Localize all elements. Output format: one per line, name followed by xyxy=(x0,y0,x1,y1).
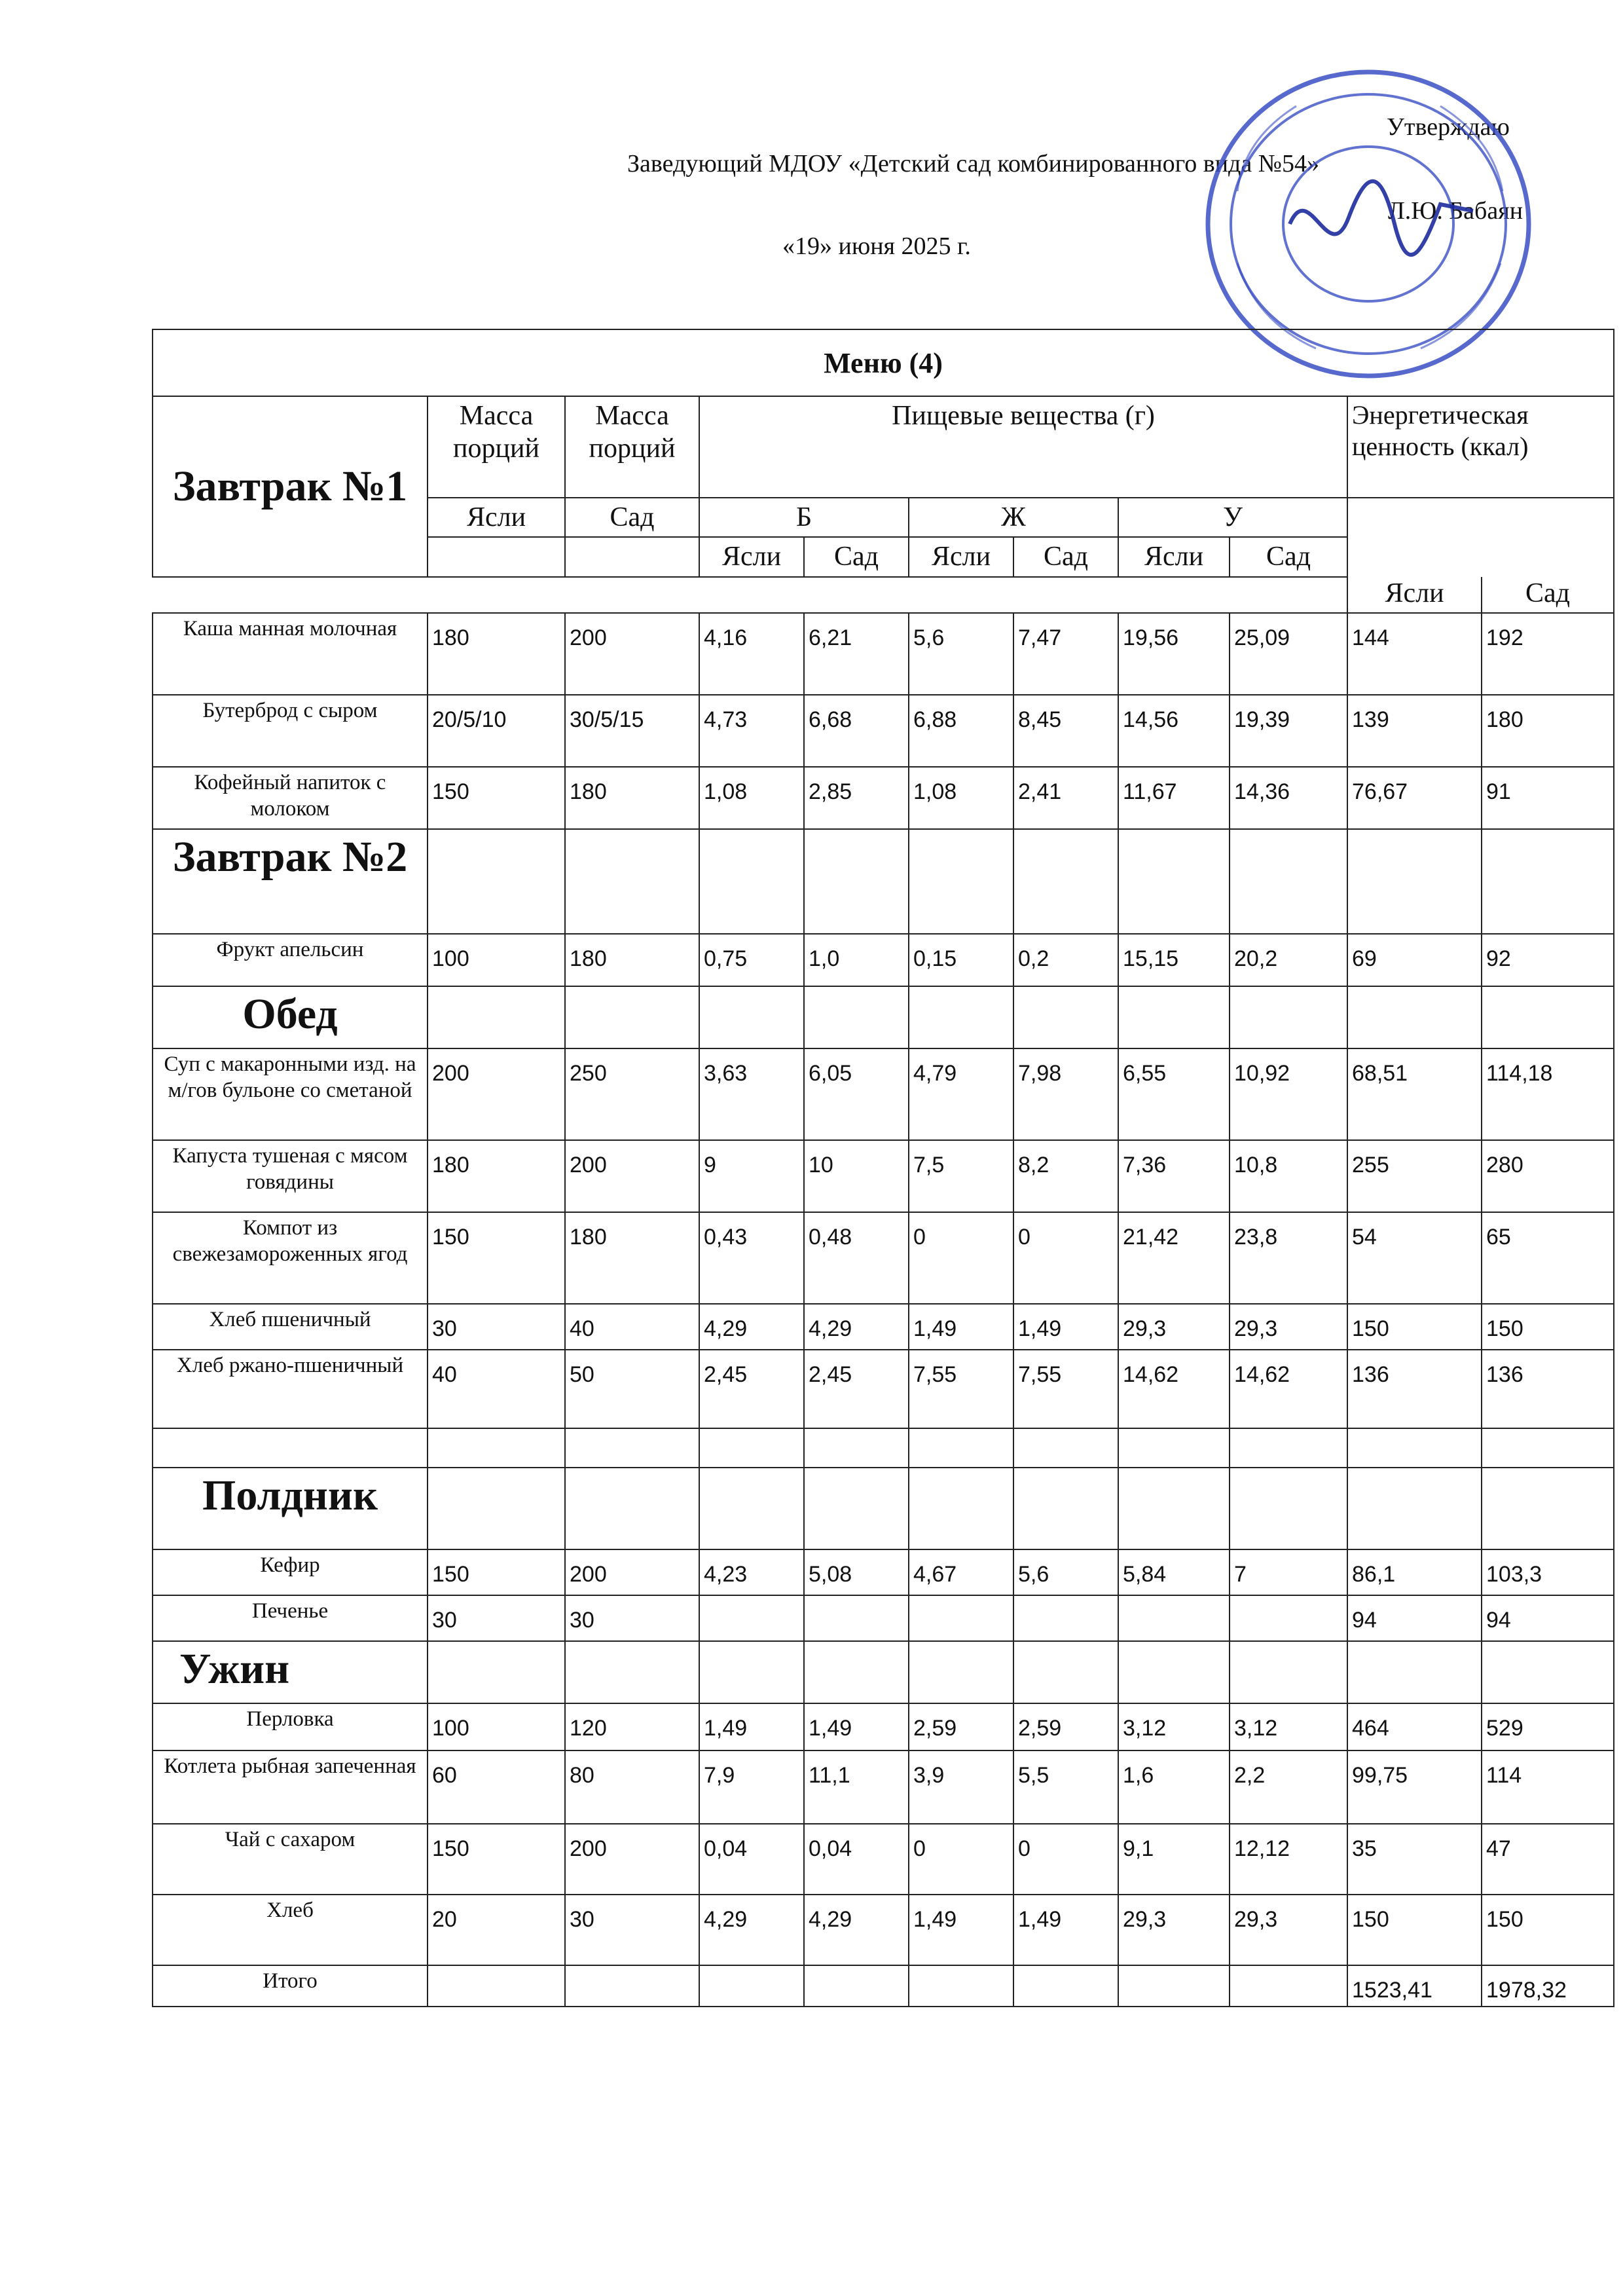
empty-row xyxy=(153,1428,1614,1468)
protein-yasli: 3,63 xyxy=(699,1048,804,1140)
fat-sad xyxy=(1013,1595,1118,1641)
dish-name: Каша манная молочная xyxy=(153,613,428,695)
mass-sad: 180 xyxy=(565,767,699,829)
fat-sad: 7,47 xyxy=(1013,613,1118,695)
energy-sad: 65 xyxy=(1482,1212,1614,1304)
fat-yasli xyxy=(909,1595,1013,1641)
protein-sad: 1,49 xyxy=(804,1703,909,1750)
carb-yasli: 5,84 xyxy=(1118,1549,1230,1595)
section-breakfast2: Завтрак №2 xyxy=(153,829,428,934)
carb-sad: 12,12 xyxy=(1230,1824,1347,1895)
dish-name: Кефир xyxy=(153,1549,428,1595)
dish-name: Кофейный напиток с молоком xyxy=(153,767,428,829)
protein-sad-header: Сад xyxy=(804,537,909,576)
fat-yasli: 6,88 xyxy=(909,695,1013,767)
carb-yasli: 1,6 xyxy=(1118,1750,1230,1824)
energy-yasli: 144 xyxy=(1347,613,1482,695)
dish-name: Фрукт апельсин xyxy=(153,934,428,986)
carb-yasli: 14,62 xyxy=(1118,1350,1230,1428)
carb-sad-header: Сад xyxy=(1230,537,1347,576)
protein-sad: 6,05 xyxy=(804,1048,909,1140)
protein-sad: 0,48 xyxy=(804,1212,909,1304)
table-row xyxy=(153,1350,1614,1428)
mass-sad: 40 xyxy=(565,1304,699,1350)
protein-sad: 11,1 xyxy=(804,1750,909,1824)
fat-yasli: 1,49 xyxy=(909,1304,1013,1350)
mass-sad: 250 xyxy=(565,1048,699,1140)
carb-sad: 19,39 xyxy=(1230,695,1347,767)
dish-name: Перловка xyxy=(153,1703,428,1750)
protein-sad: 0,04 xyxy=(804,1824,909,1895)
fat-yasli: 4,67 xyxy=(909,1549,1013,1595)
fat-sad: 0 xyxy=(1013,1212,1118,1304)
mass-sad: 200 xyxy=(565,613,699,695)
approval-head: Заведующий МДОУ «Детский сад комбинированного вида №54» xyxy=(627,150,1319,177)
nutrients-header: Пищевые вещества (г) xyxy=(699,396,1347,498)
carb-sad: 2,2 xyxy=(1230,1750,1347,1824)
fat-sad: 7,55 xyxy=(1013,1350,1118,1428)
mass-sad: 200 xyxy=(565,1549,699,1595)
energy-yasli: 86,1 xyxy=(1347,1549,1482,1595)
mass-sad: 200 xyxy=(565,1824,699,1895)
protein-yasli: 4,16 xyxy=(699,613,804,695)
energy-yasli: 94 xyxy=(1347,1595,1482,1641)
table-row xyxy=(153,1750,1614,1824)
dish-name: Хлеб ржано-пшеничный xyxy=(153,1350,428,1428)
carb-yasli: 19,56 xyxy=(1118,613,1230,695)
carb-sad: 3,12 xyxy=(1230,1703,1347,1750)
table-row xyxy=(153,1895,1614,1965)
energy-sad: 150 xyxy=(1482,1895,1614,1965)
mass-sad xyxy=(565,1965,699,2007)
fat-yasli xyxy=(909,1965,1013,2007)
energy-sad: 150 xyxy=(1482,1304,1614,1350)
fat-yasli: 7,55 xyxy=(909,1350,1013,1428)
table-row xyxy=(153,1824,1614,1895)
fat-yasli: 1,08 xyxy=(909,767,1013,829)
protein-sad: 6,21 xyxy=(804,613,909,695)
energy-yasli: 255 xyxy=(1347,1140,1482,1212)
dish-name: Капуста тушеная с мясом говядины xyxy=(153,1140,428,1212)
mass-yasli: 100 xyxy=(428,934,565,986)
mass-yasli: 100 xyxy=(428,1703,565,1750)
fat-sad: 7,98 xyxy=(1013,1048,1118,1140)
mass-sad: 30/5/15 xyxy=(565,695,699,767)
mass-sad: 180 xyxy=(565,1212,699,1304)
energy-yasli: 69 xyxy=(1347,934,1482,986)
protein-sad: 4,29 xyxy=(804,1304,909,1350)
carb-yasli xyxy=(1118,1965,1230,2007)
fat-yasli: 2,59 xyxy=(909,1703,1013,1750)
section-snack: Полдник xyxy=(153,1468,428,1549)
fat-yasli: 4,79 xyxy=(909,1048,1013,1140)
mass-yasli: 150 xyxy=(428,1824,565,1895)
mass-sad: 80 xyxy=(565,1750,699,1824)
mass-sad: 30 xyxy=(565,1895,699,1965)
carb-sad: 14,36 xyxy=(1230,767,1347,829)
energy-sad: 94 xyxy=(1482,1595,1614,1641)
fat-sad: 8,2 xyxy=(1013,1140,1118,1212)
protein-yasli: 4,29 xyxy=(699,1304,804,1350)
mass-yasli-header: Ясли xyxy=(428,498,565,537)
mass-header-2: Масса порций xyxy=(565,396,699,498)
mass-sad: 50 xyxy=(565,1350,699,1428)
carb-yasli: 3,12 xyxy=(1118,1703,1230,1750)
fat-yasli: 7,5 xyxy=(909,1140,1013,1212)
carb-yasli: 7,36 xyxy=(1118,1140,1230,1212)
carb-sad xyxy=(1230,1595,1347,1641)
dish-name: Хлеб пшеничный xyxy=(153,1304,428,1350)
carb-yasli: 21,42 xyxy=(1118,1212,1230,1304)
protein-sad: 10 xyxy=(804,1140,909,1212)
energy-sad-header: Сад xyxy=(1482,577,1614,613)
table-title: Меню (4) xyxy=(153,329,1614,396)
protein-sad xyxy=(804,1595,909,1641)
protein-yasli: 0,04 xyxy=(699,1824,804,1895)
table-row xyxy=(153,695,1614,767)
protein-yasli: 7,9 xyxy=(699,1750,804,1824)
protein-yasli xyxy=(699,1595,804,1641)
fat-yasli: 3,9 xyxy=(909,1750,1013,1824)
section-row xyxy=(153,829,1614,934)
dish-name: Бутерброд с сыром xyxy=(153,695,428,767)
table-row xyxy=(153,1595,1614,1641)
table-row xyxy=(153,1549,1614,1595)
protein-yasli: 4,29 xyxy=(699,1895,804,1965)
dish-name: Печенье xyxy=(153,1595,428,1641)
section-row xyxy=(153,1468,1614,1549)
mass-yasli: 180 xyxy=(428,613,565,695)
mass-yasli: 60 xyxy=(428,1750,565,1824)
energy-yasli: 35 xyxy=(1347,1824,1482,1895)
mass-sad: 120 xyxy=(565,1703,699,1750)
carb-yasli-header: Ясли xyxy=(1118,537,1230,576)
dish-name: Компот из свежезамороженных ягод xyxy=(153,1212,428,1304)
mass-header-1: Масса порций xyxy=(428,396,565,498)
energy-yasli: 1523,41 xyxy=(1347,1965,1482,2007)
protein-yasli: 4,73 xyxy=(699,695,804,767)
section-dinner: Ужин xyxy=(153,1641,428,1703)
energy-yasli: 99,75 xyxy=(1347,1750,1482,1824)
dish-name: Чай с сахаром xyxy=(153,1824,428,1895)
protein-yasli: 9 xyxy=(699,1140,804,1212)
mass-yasli: 40 xyxy=(428,1350,565,1428)
carb-yasli: 29,3 xyxy=(1118,1895,1230,1965)
energy-yasli-header: Ясли xyxy=(1347,577,1482,613)
protein-sad: 4,29 xyxy=(804,1895,909,1965)
table-row xyxy=(153,1140,1614,1212)
carb-yasli: 29,3 xyxy=(1118,1304,1230,1350)
energy-yasli: 76,67 xyxy=(1347,767,1482,829)
carb-sad: 10,92 xyxy=(1230,1048,1347,1140)
protein-yasli: 0,75 xyxy=(699,934,804,986)
energy-sad: 192 xyxy=(1482,613,1614,695)
energy-sad: 114 xyxy=(1482,1750,1614,1824)
approval-date: «19» июня 2025 г. xyxy=(782,232,971,260)
energy-sad: 114,18 xyxy=(1482,1048,1614,1140)
protein-sad xyxy=(804,1965,909,2007)
energy-yasli: 136 xyxy=(1347,1350,1482,1428)
energy-sad: 91 xyxy=(1482,767,1614,829)
meal-header: Завтрак №1 xyxy=(153,396,428,577)
fat-sad-header: Сад xyxy=(1013,537,1118,576)
carb-yasli: 14,56 xyxy=(1118,695,1230,767)
energy-sad: 280 xyxy=(1482,1140,1614,1212)
carb-sad: 20,2 xyxy=(1230,934,1347,986)
protein-yasli: 2,45 xyxy=(699,1350,804,1428)
fat-sad: 0,2 xyxy=(1013,934,1118,986)
fat-yasli: 0 xyxy=(909,1824,1013,1895)
carb-sad: 14,62 xyxy=(1230,1350,1347,1428)
table-row xyxy=(153,767,1614,829)
dish-name: Котлета рыбная запеченная xyxy=(153,1750,428,1824)
carb-yasli: 6,55 xyxy=(1118,1048,1230,1140)
section-row xyxy=(153,986,1614,1048)
fat-sad: 5,6 xyxy=(1013,1549,1118,1595)
approval-word: Утверждаю xyxy=(1387,113,1510,141)
mass-yasli: 150 xyxy=(428,767,565,829)
protein-header: Б xyxy=(699,498,909,537)
fat-sad: 1,49 xyxy=(1013,1895,1118,1965)
protein-yasli: 1,49 xyxy=(699,1703,804,1750)
energy-yasli: 139 xyxy=(1347,695,1482,767)
energy-sad: 180 xyxy=(1482,695,1614,767)
protein-yasli: 1,08 xyxy=(699,767,804,829)
carb-sad: 25,09 xyxy=(1230,613,1347,695)
energy-yasli: 150 xyxy=(1347,1895,1482,1965)
energy-yasli: 464 xyxy=(1347,1703,1482,1750)
menu-table xyxy=(152,329,1614,2007)
carb-sad: 10,8 xyxy=(1230,1140,1347,1212)
protein-sad: 6,68 xyxy=(804,695,909,767)
fat-sad: 2,59 xyxy=(1013,1703,1118,1750)
mass-yasli: 20/5/10 xyxy=(428,695,565,767)
dish-name: Итого xyxy=(153,1965,428,2007)
energy-yasli: 150 xyxy=(1347,1304,1482,1350)
protein-yasli: 0,43 xyxy=(699,1212,804,1304)
protein-sad: 2,85 xyxy=(804,767,909,829)
table-row xyxy=(153,1212,1614,1304)
table-row xyxy=(153,1048,1614,1140)
mass-sad: 180 xyxy=(565,934,699,986)
mass-yasli: 30 xyxy=(428,1595,565,1641)
carb-sad xyxy=(1230,1965,1347,2007)
mass-yasli xyxy=(428,1965,565,2007)
energy-yasli: 68,51 xyxy=(1347,1048,1482,1140)
carb-sad: 23,8 xyxy=(1230,1212,1347,1304)
fat-sad: 0 xyxy=(1013,1824,1118,1895)
fat-yasli: 1,49 xyxy=(909,1895,1013,1965)
dish-name: Хлеб xyxy=(153,1895,428,1965)
mass-sad-header: Сад xyxy=(565,498,699,537)
fat-header: Ж xyxy=(909,498,1118,537)
energy-sad: 92 xyxy=(1482,934,1614,986)
fat-sad: 5,5 xyxy=(1013,1750,1118,1824)
fat-sad: 8,45 xyxy=(1013,695,1118,767)
total-row xyxy=(153,1965,1614,2007)
fat-yasli: 0,15 xyxy=(909,934,1013,986)
mass-sad: 200 xyxy=(565,1140,699,1212)
carb-sad: 29,3 xyxy=(1230,1895,1347,1965)
table-row xyxy=(153,1304,1614,1350)
mass-sad: 30 xyxy=(565,1595,699,1641)
section-row xyxy=(153,1641,1614,1703)
energy-sad: 529 xyxy=(1482,1703,1614,1750)
mass-yasli: 200 xyxy=(428,1048,565,1140)
protein-yasli: 4,23 xyxy=(699,1549,804,1595)
carb-sad: 7 xyxy=(1230,1549,1347,1595)
protein-sad: 5,08 xyxy=(804,1549,909,1595)
energy-sad: 1978,32 xyxy=(1482,1965,1614,2007)
carb-yasli: 11,67 xyxy=(1118,767,1230,829)
protein-yasli-header: Ясли xyxy=(699,537,804,576)
dish-name: Суп с макаронными изд. на м/гов бульоне со сметаной xyxy=(153,1048,428,1140)
mass-yasli: 20 xyxy=(428,1895,565,1965)
mass-yasli: 150 xyxy=(428,1212,565,1304)
fat-sad: 2,41 xyxy=(1013,767,1118,829)
section-lunch: Обед xyxy=(153,986,428,1048)
mass-yasli: 180 xyxy=(428,1140,565,1212)
fat-sad: 1,49 xyxy=(1013,1304,1118,1350)
protein-sad: 1,0 xyxy=(804,934,909,986)
energy-header: Энергетическая ценность (ккал) xyxy=(1347,396,1614,498)
energy-sad: 136 xyxy=(1482,1350,1614,1428)
protein-yasli xyxy=(699,1965,804,2007)
table-row xyxy=(153,1703,1614,1750)
carb-yasli xyxy=(1118,1595,1230,1641)
energy-sad: 103,3 xyxy=(1482,1549,1614,1595)
carb-sad: 29,3 xyxy=(1230,1304,1347,1350)
carb-yasli: 9,1 xyxy=(1118,1824,1230,1895)
fat-yasli: 0 xyxy=(909,1212,1013,1304)
fat-sad xyxy=(1013,1965,1118,2007)
fat-yasli: 5,6 xyxy=(909,613,1013,695)
energy-sad: 47 xyxy=(1482,1824,1614,1895)
protein-sad: 2,45 xyxy=(804,1350,909,1428)
mass-yasli: 30 xyxy=(428,1304,565,1350)
carb-yasli: 15,15 xyxy=(1118,934,1230,986)
fat-yasli-header: Ясли xyxy=(909,537,1013,576)
carb-header: У xyxy=(1118,498,1347,537)
mass-yasli: 150 xyxy=(428,1549,565,1595)
energy-yasli: 54 xyxy=(1347,1212,1482,1304)
approval-signature-name: Л.Ю. Бабаян xyxy=(1388,197,1523,225)
table-row xyxy=(153,613,1614,695)
table-row xyxy=(153,934,1614,986)
